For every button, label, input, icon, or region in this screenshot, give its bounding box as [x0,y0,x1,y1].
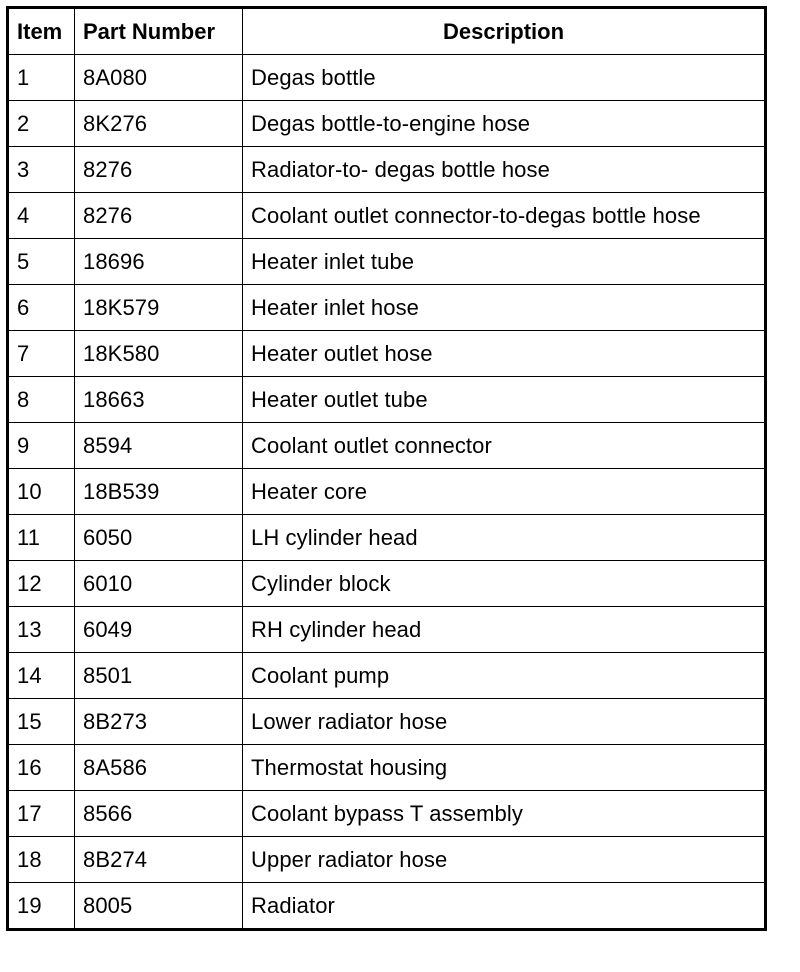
table-row [8,331,766,377]
item-cell: 2 [8,101,75,147]
description-cell: Heater inlet hose [243,285,766,331]
part-number-cell: 8A080 [75,55,243,101]
item-cell: 19 [8,883,75,930]
table-header [8,8,766,55]
part-number-cell: 18K580 [75,331,243,377]
part-number-cell: 8566 [75,791,243,837]
item-cell: 5 [8,239,75,285]
item-cell: 12 [8,561,75,607]
part-number-cell: 18B539 [75,469,243,515]
description-cell: Coolant pump [243,653,766,699]
part-number-cell: 8K276 [75,101,243,147]
part-number-cell: 8B274 [75,837,243,883]
table-row [8,193,766,239]
description-cell: Radiator-to- degas bottle hose [243,147,766,193]
description-cell: LH cylinder head [243,515,766,561]
table-row [8,423,766,469]
part-number-cell: 18696 [75,239,243,285]
table-row [8,147,766,193]
header-row [8,8,766,55]
description-cell: Lower radiator hose [243,699,766,745]
table-row [8,101,766,147]
item-cell: 4 [8,193,75,239]
table-row [8,377,766,423]
table-row [8,745,766,791]
item-cell: 3 [8,147,75,193]
description-cell: Heater inlet tube [243,239,766,285]
description-cell: Heater outlet hose [243,331,766,377]
part-number-column-header: Part Number [75,8,243,55]
description-cell: Heater outlet tube [243,377,766,423]
table-row [8,791,766,837]
item-cell: 15 [8,699,75,745]
description-cell: Radiator [243,883,766,930]
description-cell: Degas bottle [243,55,766,101]
item-cell: 11 [8,515,75,561]
part-number-cell: 6049 [75,607,243,653]
item-cell: 9 [8,423,75,469]
part-number-cell: 6010 [75,561,243,607]
item-cell: 16 [8,745,75,791]
item-cell: 1 [8,55,75,101]
part-number-cell: 8594 [75,423,243,469]
part-number-cell: 8B273 [75,699,243,745]
table-row [8,285,766,331]
description-cell: Thermostat housing [243,745,766,791]
item-cell: 6 [8,285,75,331]
description-cell: Coolant outlet connector [243,423,766,469]
parts-table [6,6,767,931]
description-cell: RH cylinder head [243,607,766,653]
description-column-header: Description [243,8,766,55]
table-row [8,561,766,607]
table-row [8,239,766,285]
part-number-cell: 8276 [75,147,243,193]
part-number-cell: 18K579 [75,285,243,331]
item-cell: 8 [8,377,75,423]
part-number-cell: 8005 [75,883,243,930]
item-cell: 14 [8,653,75,699]
table-row [8,699,766,745]
item-column-header: Item [8,8,75,55]
table-row [8,653,766,699]
item-cell: 7 [8,331,75,377]
table-row [8,469,766,515]
table-row [8,837,766,883]
table-body [8,55,766,930]
table-row [8,515,766,561]
part-number-cell: 18663 [75,377,243,423]
description-cell: Upper radiator hose [243,837,766,883]
item-cell: 10 [8,469,75,515]
description-cell: Degas bottle-to-engine hose [243,101,766,147]
description-cell: Coolant bypass T assembly [243,791,766,837]
table-row [8,883,766,930]
table-row [8,607,766,653]
description-cell: Cylinder block [243,561,766,607]
part-number-cell: 8501 [75,653,243,699]
item-cell: 18 [8,837,75,883]
item-cell: 17 [8,791,75,837]
part-number-cell: 8276 [75,193,243,239]
table-row [8,55,766,101]
description-cell: Coolant outlet connector-to-degas bottle hose [243,193,766,239]
item-cell: 13 [8,607,75,653]
part-number-cell: 6050 [75,515,243,561]
description-cell: Heater core [243,469,766,515]
part-number-cell: 8A586 [75,745,243,791]
